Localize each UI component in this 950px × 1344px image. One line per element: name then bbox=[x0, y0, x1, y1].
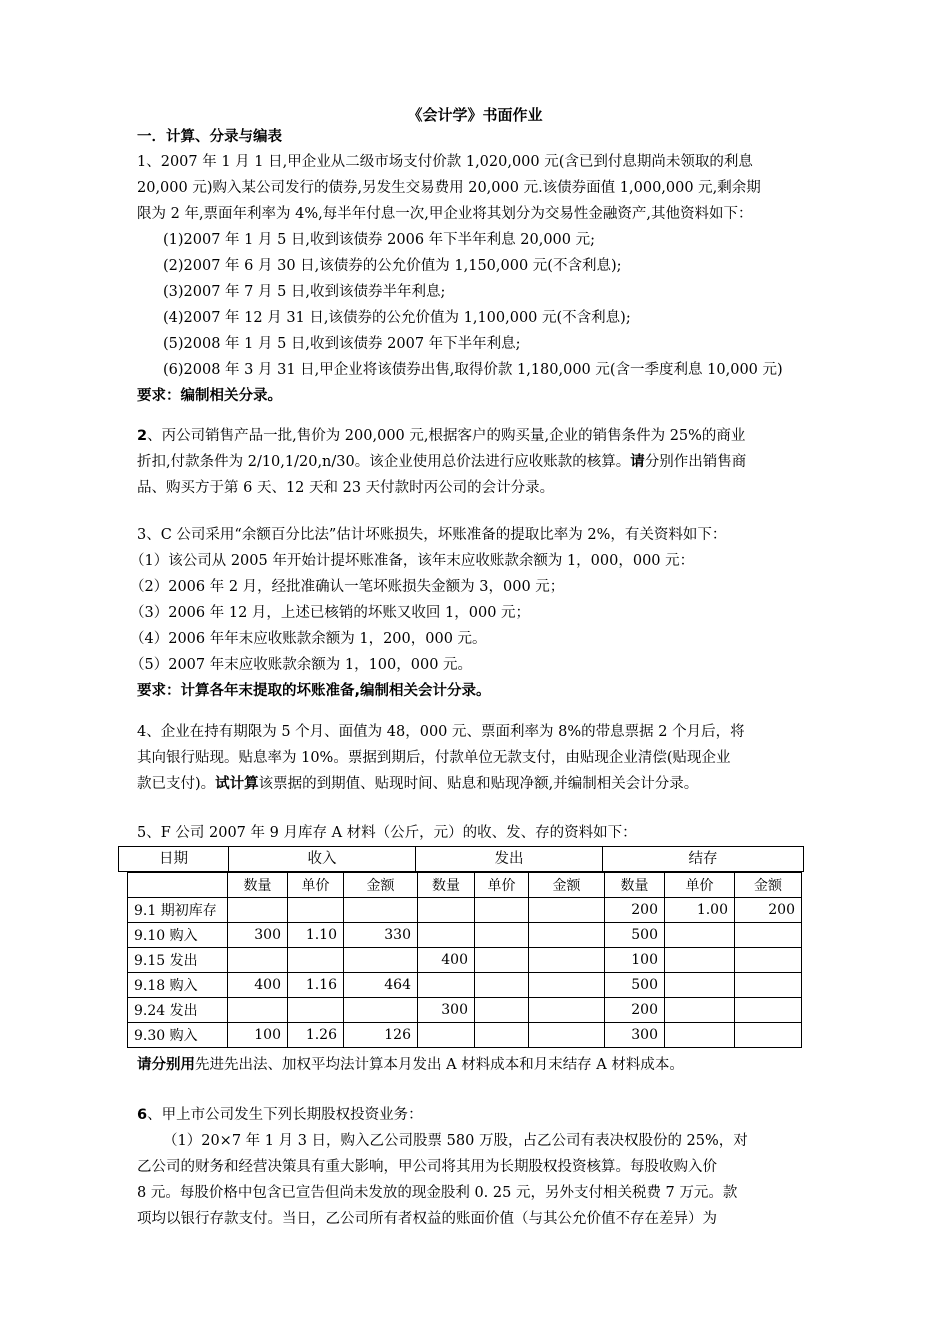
section-heading: 一．计算、分录与编表 bbox=[137, 129, 282, 145]
q2-line-2: 折扣,付款条件为 2/10,1/20,n/30。该企业使用总价法进行应收账款的核算。 bbox=[137, 454, 631, 470]
table-cell: 200 bbox=[605, 998, 665, 1023]
table-cell bbox=[665, 948, 735, 973]
q2-line-1: 、丙公司销售产品一批,售价为 200,000 元,根据客户的购买量,企业的销售条件为 25%的商业 bbox=[147, 428, 746, 444]
row-date-cell: 9.1 期初库存 bbox=[128, 898, 228, 923]
subheader-cell: 金额 bbox=[735, 873, 802, 898]
table-cell: 1.00 bbox=[665, 898, 735, 923]
table-cell: 500 bbox=[605, 973, 665, 998]
table-cell bbox=[665, 1023, 735, 1048]
table-cell bbox=[228, 898, 288, 923]
table-cell bbox=[665, 998, 735, 1023]
q5-bold-word: 请分别用 bbox=[137, 1057, 195, 1073]
question-4 bbox=[137, 719, 815, 797]
q6-line-4: 项均以银行存款支付。当日，乙公司所有者权益的账面价值（与其公允价值不存在差异）为 bbox=[137, 1211, 717, 1227]
table-row bbox=[128, 948, 802, 973]
q3-item-1: （1）该公司从 2005 年开始计提坏账准备，该年末应收账款余额为 1，000，000 元： bbox=[130, 553, 695, 569]
table-cell bbox=[344, 998, 418, 1023]
table-cell bbox=[344, 948, 418, 973]
question-2 bbox=[137, 423, 815, 501]
question-6 bbox=[137, 1102, 815, 1232]
table-cell bbox=[475, 923, 529, 948]
document-title: 《会计学》书面作业 bbox=[407, 106, 543, 124]
table-cell bbox=[735, 923, 802, 948]
table-cell bbox=[665, 973, 735, 998]
table-cell: 1.16 bbox=[288, 973, 344, 998]
header-receipts: 收入 bbox=[229, 847, 416, 871]
q1-item-3: (3)2007 年 7 月 5 日,收到该债券半年利息; bbox=[163, 284, 446, 300]
q2-line-3: 品、购买方于第 6 天、12 天和 23 天付款时丙公司的会计分录。 bbox=[137, 480, 555, 496]
question-1 bbox=[137, 149, 815, 409]
table-cell bbox=[529, 1023, 605, 1048]
header-issues: 发出 bbox=[416, 847, 603, 871]
table-cell bbox=[529, 898, 605, 923]
q6-line-2: 乙公司的财务和经营决策具有重大影响，甲公司将其用为长期股权投资核算。每股收购入价 bbox=[137, 1159, 717, 1175]
table-cell bbox=[735, 1023, 802, 1048]
table-cell: 400 bbox=[418, 948, 475, 973]
q1-requirement: 要求：编制相关分录。 bbox=[137, 388, 282, 404]
table-row bbox=[128, 923, 802, 948]
q6-line-1: （1）20×7 年 1 月 3 日，购入乙公司股票 580 万股，占乙公司有表决权股份的 25%，对 bbox=[163, 1133, 748, 1149]
table-cell bbox=[529, 998, 605, 1023]
table-cell bbox=[475, 898, 529, 923]
table-row bbox=[128, 898, 802, 923]
q4-bold-word: 试计算 bbox=[215, 776, 259, 792]
subheader-cell: 数量 bbox=[418, 873, 475, 898]
q3-item-4: （4）2006 年年末应收账款余额为 1，200，000 元。 bbox=[130, 631, 487, 647]
q1-item-2: (2)2007 年 6 月 30 日,该债券的公允价值为 1,150,000 元(不含利息); bbox=[163, 258, 622, 274]
table-cell bbox=[735, 973, 802, 998]
row-date-cell: 9.24 发出 bbox=[128, 998, 228, 1023]
q2-number: 2 bbox=[137, 428, 148, 444]
table-cell bbox=[418, 898, 475, 923]
table-row bbox=[128, 998, 802, 1023]
subheader-cell: 单价 bbox=[475, 873, 529, 898]
question-5-requirement bbox=[137, 1052, 815, 1078]
subheader-cell bbox=[128, 873, 228, 898]
subheader-cell: 数量 bbox=[228, 873, 288, 898]
q1-item-1: (1)2007 年 1 月 5 日,收到该债券 2006 年下半年利息 20,000 元; bbox=[163, 232, 596, 248]
q6-number: 6 bbox=[137, 1107, 148, 1123]
q6-line-3: 8 元。每股价格中包含已宣告但尚未发放的现金股利 0. 25 元，另外支付相关税费 7 万元。款 bbox=[137, 1185, 738, 1201]
table-cell: 464 bbox=[344, 973, 418, 998]
subheader-cell: 金额 bbox=[344, 873, 418, 898]
q3-item-2: （2）2006 年 2 月，经批准确认一笔坏账损失金额为 3，000 元； bbox=[130, 579, 565, 595]
table-cell: 300 bbox=[228, 923, 288, 948]
table-cell: 100 bbox=[605, 948, 665, 973]
table-cell bbox=[228, 998, 288, 1023]
table-cell: 1.10 bbox=[288, 923, 344, 948]
table-group-header bbox=[118, 846, 804, 872]
q4-line-2: 其向银行贴现。贴息率为 10%。票据到期后，付款单位无款支付，由贴现企业清偿(贴现企业 bbox=[137, 750, 731, 766]
table-cell bbox=[418, 923, 475, 948]
table-cell: 100 bbox=[228, 1023, 288, 1048]
table-cell bbox=[529, 948, 605, 973]
row-date-cell: 9.18 购入 bbox=[128, 973, 228, 998]
q6-heading: 、甲上市公司发生下列长期股权投资业务： bbox=[147, 1107, 423, 1123]
table-cell bbox=[228, 948, 288, 973]
q3-requirement: 要求：计算各年末提取的坏账准备,编制相关会计分录。 bbox=[137, 683, 491, 699]
table-cell bbox=[418, 1023, 475, 1048]
subheader-cell: 数量 bbox=[605, 873, 665, 898]
q1-item-5: (5)2008 年 1 月 5 日,收到该债券 2007 年下半年利息; bbox=[163, 336, 521, 352]
table-cell bbox=[529, 923, 605, 948]
q4-tail: 该票据的到期值、贴现时间、贴息和贴现净额,并编制相关会计分录。 bbox=[258, 776, 699, 792]
subheader-cell: 金额 bbox=[529, 873, 605, 898]
table-cell bbox=[475, 1023, 529, 1048]
q1-line-2: 20,000 元)购入某公司发行的债券,另发生交易费用 20,000 元.该债券面值 1,000,000 元,剩余期 bbox=[137, 180, 761, 196]
table-cell bbox=[288, 948, 344, 973]
table-cell: 500 bbox=[605, 923, 665, 948]
table-cell bbox=[529, 973, 605, 998]
table-cell bbox=[418, 973, 475, 998]
table-cell: 400 bbox=[228, 973, 288, 998]
table-cell: 300 bbox=[418, 998, 475, 1023]
table-cell bbox=[288, 998, 344, 1023]
table-cell bbox=[475, 973, 529, 998]
table-cell bbox=[475, 998, 529, 1023]
question-5-intro: 5、F 公司 2007 年 9 月库存 A 材料（公斤，元）的收、发、存的资料如下： bbox=[137, 825, 637, 841]
q4-line-3: 款已支付)。 bbox=[137, 776, 216, 792]
table-cell bbox=[735, 998, 802, 1023]
row-date-cell: 9.10 购入 bbox=[128, 923, 228, 948]
question-3 bbox=[130, 522, 815, 704]
table-cell bbox=[735, 948, 802, 973]
table-cell: 300 bbox=[605, 1023, 665, 1048]
q2-bold-word: 请 bbox=[630, 454, 645, 470]
table-row bbox=[128, 1023, 802, 1048]
table-subheader-row bbox=[128, 873, 802, 898]
subheader-cell: 单价 bbox=[288, 873, 344, 898]
q1-line-3: 限为 2 年,票面年利率为 4%,每半年付息一次,甲企业将其划分为交易性金融资产,其他资料如下： bbox=[137, 206, 753, 222]
table-cell: 200 bbox=[735, 898, 802, 923]
table-cell: 1.26 bbox=[288, 1023, 344, 1048]
inventory-data-table bbox=[127, 872, 802, 1048]
q1-line-1: 1、2007 年 1 月 1 日,甲企业从二级市场支付价款 1,020,000 元(含已到付息期尚未领取的利息 bbox=[137, 154, 753, 170]
q5-tail: 先进先出法、加权平均法计算本月发出 A 材料成本和月末结存 A 材料成本。 bbox=[195, 1057, 684, 1073]
row-date-cell: 9.15 发出 bbox=[128, 948, 228, 973]
table-cell bbox=[665, 923, 735, 948]
q1-item-4: (4)2007 年 12 月 31 日,该债券的公允价值为 1,100,000 元(不含利息); bbox=[163, 310, 631, 326]
q3-item-3: （3）2006 年 12 月，上述已核销的坏账又收回 1，000 元； bbox=[130, 605, 531, 621]
q4-line-1: 4、企业在持有期限为 5 个月、面值为 48，000 元、票面利率为 8%的带息票据 2 个月后，将 bbox=[137, 724, 745, 740]
table-row bbox=[128, 973, 802, 998]
q1-item-6: (6)2008 年 3 月 31 日,甲企业将该债券出售,取得价款 1,180,000 元(含一季度利息 10,000 元) bbox=[163, 362, 783, 378]
q2-line-2b: 分别作出销售商 bbox=[644, 454, 747, 470]
q3-item-5: （5）2007 年末应收账款余额为 1，100，000 元。 bbox=[130, 657, 473, 673]
table-cell: 126 bbox=[344, 1023, 418, 1048]
table-cell: 200 bbox=[605, 898, 665, 923]
q3-intro: 3、C 公司采用“余额百分比法”估计坏账损失，坏账准备的提取比率为 2%，有关资料如下： bbox=[137, 527, 727, 543]
header-balance: 结存 bbox=[688, 851, 718, 867]
table-cell bbox=[475, 948, 529, 973]
header-date: 日期 bbox=[119, 847, 229, 871]
table-cell bbox=[288, 898, 344, 923]
table-cell: 330 bbox=[344, 923, 418, 948]
row-date-cell: 9.30 购入 bbox=[128, 1023, 228, 1048]
subheader-cell: 单价 bbox=[665, 873, 735, 898]
table-cell bbox=[344, 898, 418, 923]
